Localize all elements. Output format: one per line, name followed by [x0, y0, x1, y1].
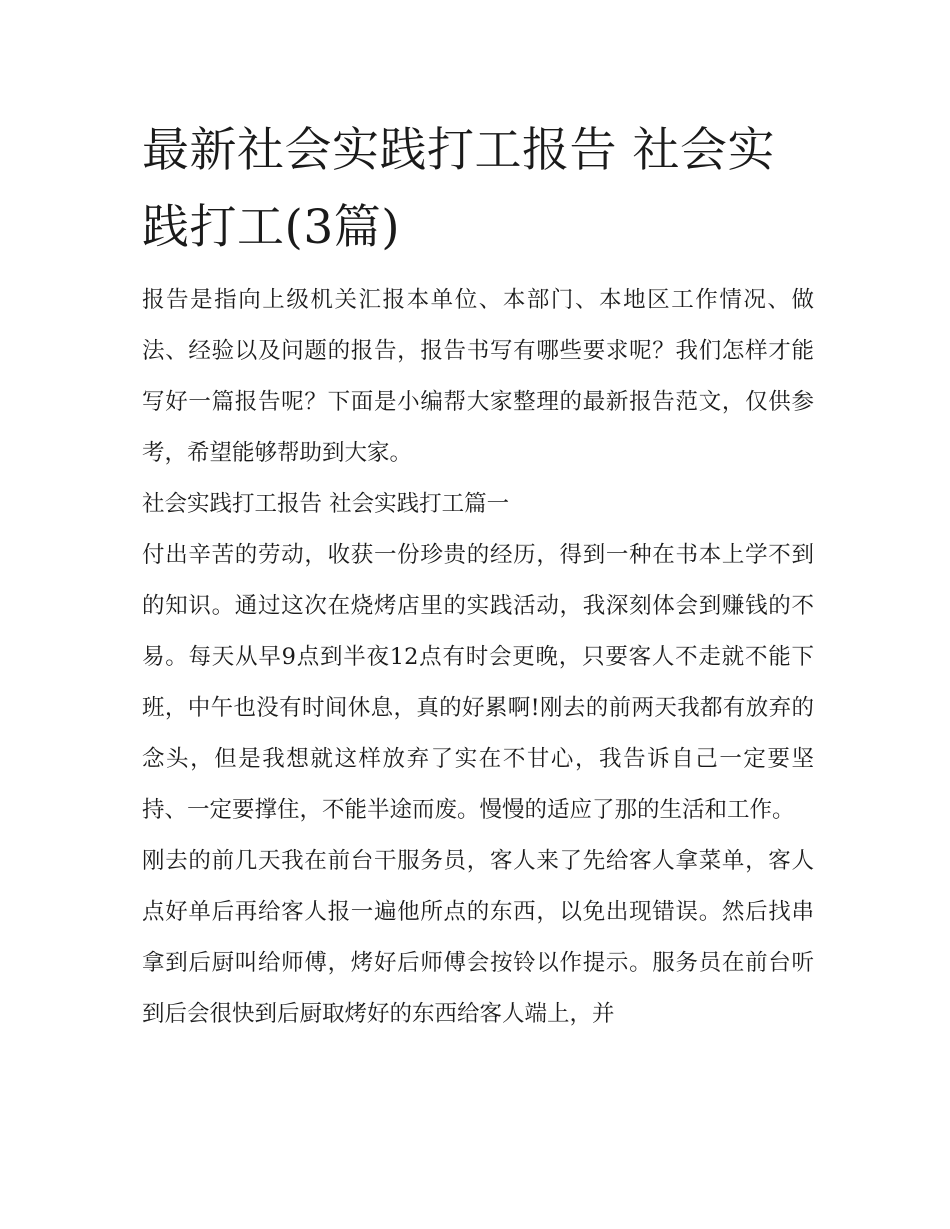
body-paragraph: 付出辛苦的劳动，收获一份珍贵的经历，得到一种在书本上学不到的知识。通过这次在烧烤店里的实践活动，我深刻体会到赚钱的不易。每天从早9点到半夜12点有时会更晚，只要客人不走就不能下班，中午也没有时间休息，真的好累啊!刚去的前两天我都有放弃的念头，但是我想就这样放弃了实在不甘心，我告诉自己一定要坚持、一定要撑住，不能半途而废。慢慢的适应了那的生活和工作。: [142, 542, 814, 823]
section-heading: 社会实践打工报告 社会实践打工篇一: [142, 491, 510, 517]
body-paragraph: 刚去的前几天我在前台干服务员，客人来了先给客人拿菜单，客人点好单后再给客人报一遍他所点的东西，以免出现错误。然后找串拿到后厨叫给师傅，烤好后师傅会按铃以作提示。服务员在前台听到后会很快到后厨取烤好的东西给客人端上，并: [142, 848, 814, 1027]
document-body: [142, 275, 814, 1040]
document-title: 最新社会实践打工报告 社会实践打工(3篇): [142, 123, 775, 255]
intro-paragraph: 报告是指向上级机关汇报本单位、本部门、本地区工作情况、做法、经验以及问题的报告，报告书写有哪些要求呢？我们怎样才能写好一篇报告呢？下面是小编帮大家整理的最新报告范文，仅供参考，希望能够帮助到大家。: [142, 287, 814, 466]
